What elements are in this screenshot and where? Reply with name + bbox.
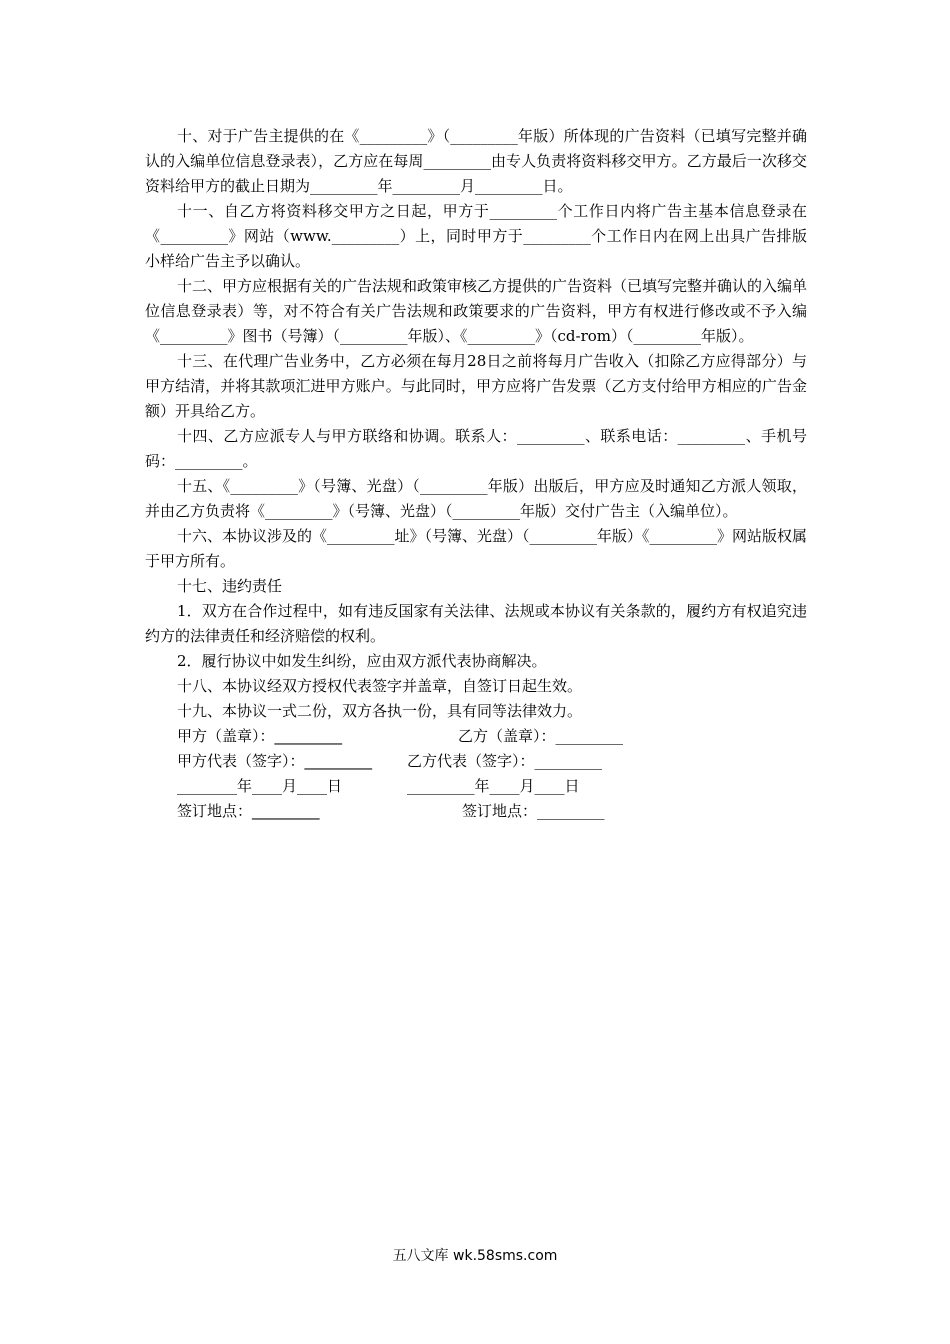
party-a-seal: 甲方（盖章）：_________ xyxy=(177,727,343,745)
party-a-representative: 甲方代表（签字）：_________ xyxy=(177,752,373,770)
clause-15: 十五、《_________》（号簿、光盘）（_________年版）出版后，甲方应及时通知乙方派人领取，并由乙方负责将《_________》（号簿、光盘）（_________年版）交付广告主（入编单位）。 xyxy=(145,477,807,520)
clause-18: 十八、本协议经双方授权代表签字并盖章，自签订日起生效。 xyxy=(177,677,583,695)
party-a-place: 签订地点：_________ xyxy=(177,802,320,820)
party-b-place: 签订地点：_________ xyxy=(462,802,605,820)
clause-11: 十一、自乙方将资料移交甲方之日起，甲方于_________个工作日内将广告主基本信息登录在《_________》网站（www._________）上，同时甲方于_________个工作日内在网上出具广告排版小样给广告主予以确认。 xyxy=(145,202,807,270)
party-b-date: _________年____月____日 xyxy=(407,777,580,795)
clause-16: 十六、本协议涉及的《_________址》（号簿、光盘）（_________年版）《_________》网站版权属于甲方所有。 xyxy=(145,527,808,570)
clause-14: 十四、乙方应派专人与甲方联络和协调。联系人：_________、联系电话：_________、手机号码：_________。 xyxy=(145,427,807,470)
clause-17-heading: 十七、违约责任 xyxy=(177,577,283,595)
clause-17-item-2: 2．履行协议中如发生纠纷，应由双方派代表协商解决。 xyxy=(177,652,547,670)
clause-13: 十三、在代理广告业务中，乙方必须在每月28日之前将每月广告收入（扣除乙方应得部分）与甲方结清，并将其款项汇进甲方账户。与此同时，甲方应将广告发票（乙方支付给甲方相应的广告金额）开具给乙方。 xyxy=(145,352,807,420)
date-row xyxy=(145,774,807,799)
place-row xyxy=(145,799,807,824)
party-b-seal: 乙方（盖章）：_________ xyxy=(458,727,624,745)
clause-19: 十九、本协议一式二份，双方各执一份，具有同等法律效力。 xyxy=(177,702,583,720)
clause-17-item-1: 1．双方在合作过程中，如有违反国家有关法律、法规或本协议有关条款的，履约方有权追究违约方的法律责任和经济赔偿的权利。 xyxy=(145,602,807,645)
clause-10: 十、对于广告主提供的在《_________》（_________年版）所体现的广告资料（已填写完整并确认的入编单位信息登录表），乙方应在每周_________由专人负责将资料移交甲方。乙方最后一次移交资料给甲方的截止日期为_________年_________月_________日。 xyxy=(145,127,807,195)
party-b-representative: 乙方代表（签字）：_________ xyxy=(407,752,603,770)
party-a-date: ________年____月____日 xyxy=(177,777,343,795)
clause-12: 十二、甲方应根据有关的广告法规和政策审核乙方提供的广告资料（已填写完整并确认的入编单位信息登录表）等，对不符合有关广告法规和政策要求的广告资料，甲方有权进行修改或不予入编《_________》图书（号簿）（_________年版）、《_________》（cd-rom）（_________年版）。 xyxy=(145,277,808,345)
document-body xyxy=(145,124,807,824)
representative-row xyxy=(145,749,807,774)
seal-row xyxy=(145,724,807,749)
footer-watermark: 五八文库 wk.58sms.com xyxy=(392,1248,558,1264)
